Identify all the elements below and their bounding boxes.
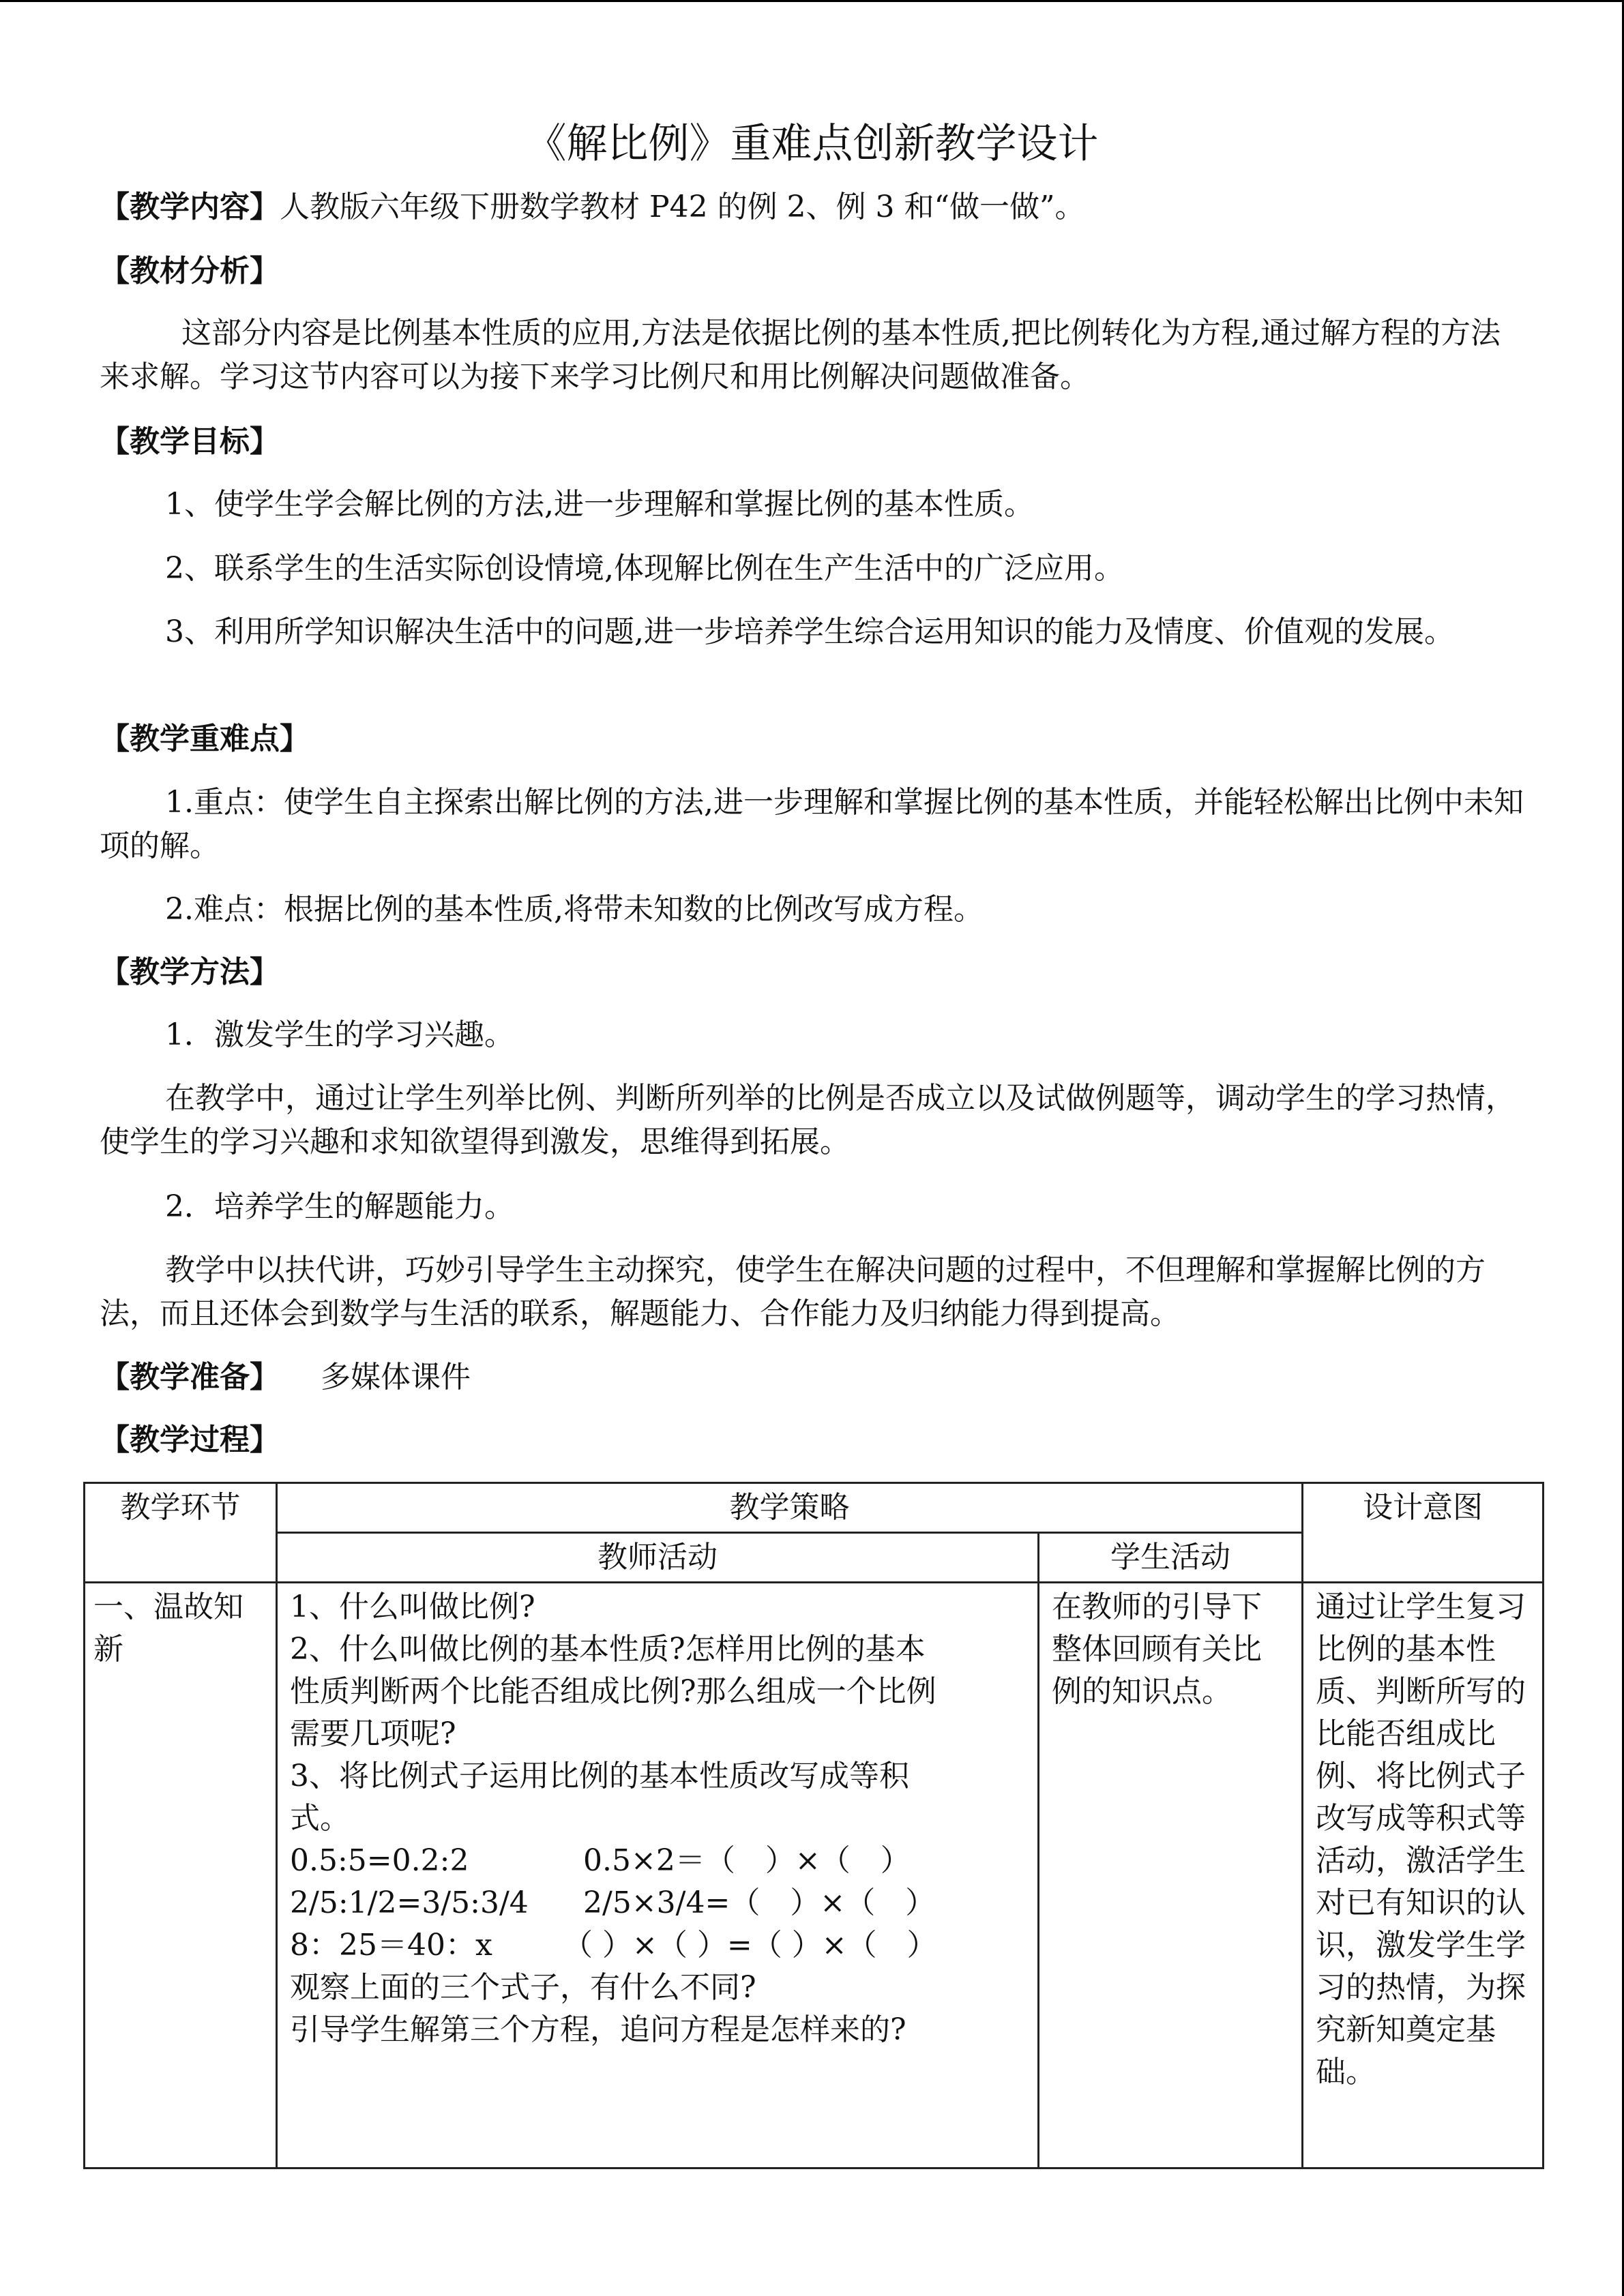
- method-item-2-detail: 教学中以扶代讲，巧妙引导学生主动探究，使学生在解决问题的过程中，不但理解和掌握解比例的方法，而且还体会到数学与生活的联系，解题能力、合作能力及归纳能力得到提高。: [100, 1253, 1486, 1331]
- method-item-1-detail: 在教学中，通过让学生列举比例、判断所列举的比例是否成立以及试做例题等，调动学生的学习热情，使学生的学习兴趣和求知欲望得到激发，思维得到拓展。: [100, 1081, 1516, 1159]
- teacher-line: 1、什么叫做比例?: [290, 1590, 535, 1624]
- equation-right: （ ）×（ ）=（ ）×（ ）: [563, 1928, 937, 1963]
- header-teacher: 教师活动: [277, 1533, 1039, 1583]
- header-strategy: 教学策略: [277, 1483, 1303, 1533]
- equation-row: [290, 1882, 1025, 1924]
- equation-left: 8：25＝40：x: [290, 1928, 492, 1963]
- teaching-content-text: 人教版六年级下册数学教材 P42 的例 2、例 3 和“做一做”。: [280, 190, 1085, 224]
- equation-left: 2/5:1/2=3/5:3/4: [290, 1885, 529, 1920]
- analysis-heading: 【教材分析】: [100, 254, 280, 288]
- teacher-line: 2、什么叫做比例的基本性质?怎样用比例的基本: [290, 1632, 926, 1667]
- equation-left: 0.5:5=0.2:2: [290, 1843, 469, 1878]
- preparation: [100, 1356, 1525, 1399]
- cell-stage: 一、温故知新: [85, 1583, 277, 2168]
- analysis-text: 这部分内容是比例基本性质的应用,方法是依据比例的基本性质,把比例转化为方程,通过解方程的方法来求解。学习这节内容可以为接下来学习比例尺和用比例解决问题做准备。: [100, 316, 1501, 394]
- header-student: 学生活动: [1039, 1533, 1303, 1583]
- goals-heading: 【教学目标】: [100, 424, 280, 459]
- teaching-content: [100, 186, 1525, 228]
- header-intent: 设计意图: [1303, 1483, 1544, 1583]
- keypoint-item-1: 1.重点：使学生自主探索出解比例的方法,进一步理解和掌握比例的基本性质，并能轻松解出比例中未知项的解。: [100, 785, 1524, 863]
- teacher-line: 3、将比例式子运用比例的基本性质改写成等积: [290, 1759, 909, 1793]
- table-row: [85, 1583, 1544, 2168]
- methods-heading: 【教学方法】: [100, 955, 280, 989]
- teacher-line: 观察上面的三个式子，有什么不同?: [290, 1970, 756, 2005]
- goal-item-2: 2、联系学生的生活实际创设情境,体现解比例在生产生活中的广泛应用。: [165, 551, 1124, 586]
- document-title: 《解比例》重难点创新教学设计: [525, 120, 1099, 168]
- keypoint-item-2: 2.难点：根据比例的基本性质,将带未知数的比例改写成方程。: [165, 892, 984, 927]
- equation-row: [290, 1840, 1025, 1882]
- equation-right: 0.5×2＝（ ）×（ ）: [583, 1843, 911, 1878]
- equation-right: 2/5×3/4=（ ）×（ ）: [583, 1885, 936, 1920]
- goal-item-1: 1、使学生学会解比例的方法,进一步理解和掌握比例的基本性质。: [165, 487, 1034, 522]
- goal-item-3: 3、利用所学知识解决生活中的问题,进一步培养学生综合运用知识的能力及情度、价值观的发展。: [165, 614, 1454, 649]
- keypoints-heading: 【教学重难点】: [100, 721, 310, 756]
- teacher-line: 引导学生解第三个方程，追问方程是怎样来的?: [290, 2012, 906, 2047]
- table-header-row: [85, 1483, 1544, 1533]
- teacher-line: 需要几项呢?: [290, 1716, 456, 1751]
- teacher-line: 式。: [290, 1801, 350, 1836]
- cell-student-activity: 在教师的引导下整体回顾有关比例的知识点。: [1039, 1583, 1303, 2168]
- method-item-1: 1．激发学生的学习兴趣。: [165, 1017, 514, 1052]
- teacher-line: 性质判断两个比能否组成比例?那么组成一个比例: [290, 1674, 936, 1709]
- method-item-2: 2．培养学生的解题能力。: [165, 1189, 514, 1224]
- teaching-process-table: [83, 1482, 1544, 2169]
- teaching-content-label: 【教学内容】: [100, 190, 280, 224]
- preparation-text: 多媒体课件: [321, 1360, 471, 1395]
- header-stage: 教学环节: [85, 1483, 277, 1583]
- process-heading: 【教学过程】: [100, 1422, 280, 1457]
- cell-design-intent: 通过让学生复习比例的基本性质、判断所写的比能否组成比例、将比例式子改写成等积式等活动，激活学生对已有知识的认识，激发学生学习的热情，为探究新知奠定基础。: [1303, 1583, 1544, 2168]
- cell-teacher-activity: [277, 1583, 1039, 2168]
- equation-row: [290, 1924, 1025, 1967]
- preparation-label: 【教学准备】: [100, 1360, 280, 1395]
